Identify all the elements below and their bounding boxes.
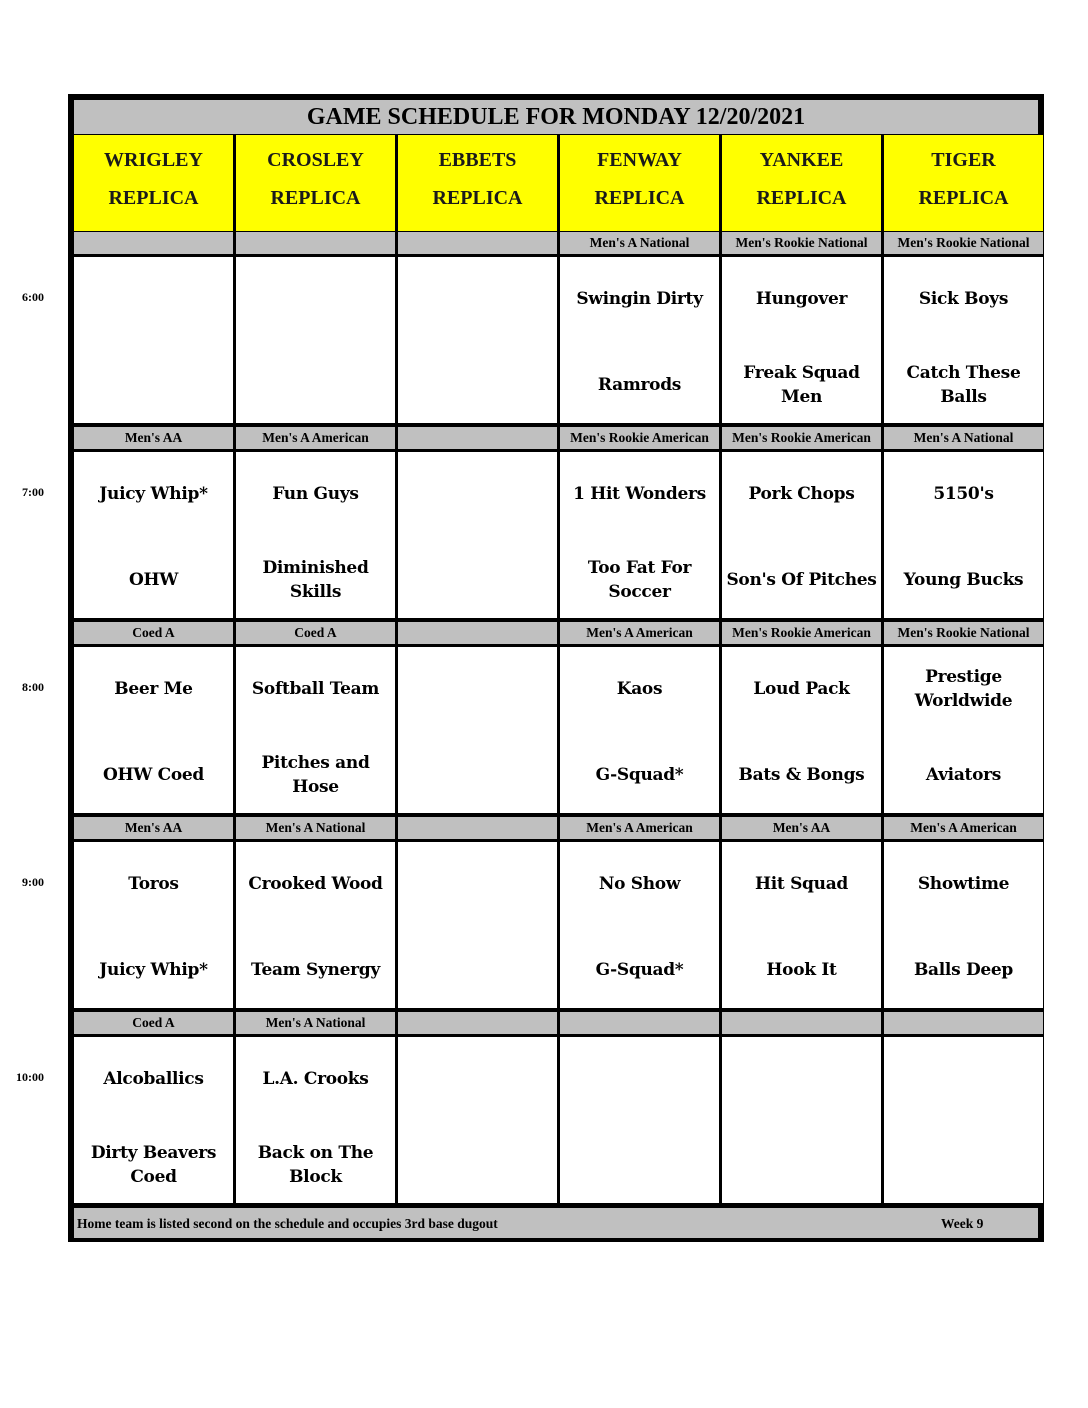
division-band: [74, 817, 233, 839]
away-team: Sick Boys: [918, 289, 1009, 309]
game-cell: [398, 842, 557, 1008]
division-label: Men's A National: [913, 430, 1014, 445]
division-label: Men's Rookie American: [732, 625, 871, 640]
away-team: Fun Guys: [272, 484, 359, 504]
time-label: 10:00: [16, 1070, 44, 1084]
division-band: [236, 817, 395, 839]
division-band: [398, 1012, 557, 1034]
home-team: Freak Squad Men: [743, 363, 860, 407]
time-label: 6:00: [22, 290, 44, 304]
away-team: 5150's: [933, 484, 994, 504]
field-header-row: [71, 135, 1047, 233]
division-band: [236, 1012, 395, 1034]
division-band: [398, 817, 557, 839]
division-label: Men's A National: [589, 235, 690, 250]
game-cell: [884, 1037, 1043, 1203]
division-label: Men's Rookie American: [732, 430, 871, 445]
game-cell: [560, 1037, 719, 1203]
game-cell: [74, 1037, 233, 1203]
away-team: Swingin Dirty: [576, 289, 703, 309]
game-cell: [722, 257, 881, 423]
division-band: [884, 622, 1043, 644]
schedule-table: [68, 94, 1044, 1242]
game-cell: [74, 647, 233, 813]
division-band: [236, 622, 395, 644]
field-subtitle: REPLICA: [108, 187, 199, 209]
home-team: Back on The Block: [257, 1143, 374, 1187]
division-band: [236, 427, 395, 449]
division-label: Men's AA: [124, 820, 183, 835]
division-band: [74, 622, 233, 644]
game-cell: [398, 257, 557, 423]
division-label: Coed A: [132, 1015, 175, 1030]
field-header: [884, 135, 1043, 231]
division-band: [560, 427, 719, 449]
away-team: Prestige Worldwide: [914, 667, 1013, 711]
away-team: Toros: [128, 874, 179, 894]
schedule-title: GAME SCHEDULE FOR MONDAY 12/20/2021: [74, 100, 1038, 134]
away-team: [562, 1051, 717, 1107]
division-band: [74, 427, 233, 449]
home-team-note: Home team is listed second on the schedule and occupies 3rd base dugout: [77, 1216, 498, 1231]
game-cell: [884, 842, 1043, 1008]
game-cell: [884, 257, 1043, 423]
division-band: [236, 232, 395, 254]
home-team: [400, 357, 555, 413]
division-band: [722, 817, 881, 839]
division-band: [722, 1012, 881, 1034]
time-label: 9:00: [22, 875, 44, 889]
game-cell: [236, 1037, 395, 1203]
home-team: Son's Of Pitches: [726, 570, 877, 590]
home-team: [76, 357, 231, 413]
field-name: WRIGLEY: [104, 149, 203, 171]
game-cell: [236, 257, 395, 423]
home-team: Team Synergy: [251, 960, 380, 980]
field-subtitle: REPLICA: [918, 187, 1009, 209]
game-cell: [722, 452, 881, 618]
away-team: 1 Hit Wonders: [573, 484, 706, 504]
field-header: [398, 135, 557, 231]
game-cell: [722, 1037, 881, 1203]
division-label: Men's A American: [586, 625, 693, 640]
game-cell: [398, 1037, 557, 1203]
home-team: Bats & Bongs: [738, 765, 865, 785]
home-team: [238, 357, 393, 413]
division-label: Men's AA: [772, 820, 831, 835]
division-band: [398, 427, 557, 449]
away-team: Pork Chops: [748, 484, 855, 504]
division-label: Men's Rookie American: [570, 430, 709, 445]
field-header: [722, 135, 881, 231]
away-team: [76, 271, 231, 327]
division-label: Men's AA: [124, 430, 183, 445]
away-team: No Show: [598, 874, 681, 894]
home-team: G-Squad*: [595, 960, 684, 980]
home-team: G-Squad*: [595, 765, 684, 785]
division-label: Men's A National: [265, 820, 366, 835]
division-band: [560, 817, 719, 839]
division-label: Men's Rookie National: [897, 625, 1030, 640]
division-band: [74, 1012, 233, 1034]
division-band: [560, 622, 719, 644]
away-team: [400, 466, 555, 522]
division-band: [398, 232, 557, 254]
division-label: Men's Rookie National: [735, 235, 868, 250]
field-header: [236, 135, 395, 231]
home-team: [886, 1137, 1041, 1193]
field-subtitle: REPLICA: [270, 187, 361, 209]
away-team: Showtime: [917, 874, 1010, 894]
division-band: [884, 1012, 1043, 1034]
away-team: [400, 1051, 555, 1107]
home-team: [400, 1137, 555, 1193]
division-band: [560, 1012, 719, 1034]
game-cell: [74, 452, 233, 618]
home-team: [400, 942, 555, 998]
away-team: [400, 271, 555, 327]
game-cell: [884, 647, 1043, 813]
home-team: Young Bucks: [903, 570, 1024, 590]
field-name: EBBETS: [438, 149, 517, 171]
home-team: Pitches and Hose: [261, 753, 370, 797]
game-cell: [74, 257, 233, 423]
division-label: Coed A: [132, 625, 175, 640]
away-team: Kaos: [616, 679, 663, 699]
game-cell: [560, 257, 719, 423]
away-team: L.A. Crooks: [262, 1069, 369, 1089]
home-team: Hook It: [766, 960, 837, 980]
away-team: Softball Team: [251, 679, 380, 699]
field-name: FENWAY: [597, 149, 682, 171]
game-cell: [74, 842, 233, 1008]
division-band: [398, 622, 557, 644]
home-team: [724, 1137, 879, 1193]
field-name: CROSLEY: [267, 149, 364, 171]
away-team: Hit Squad: [754, 874, 849, 894]
game-cell: [884, 452, 1043, 618]
home-team: OHW: [128, 570, 179, 590]
division-label: Men's A American: [586, 820, 693, 835]
home-team: Dirty Beavers Coed: [90, 1143, 217, 1187]
field-subtitle: REPLICA: [432, 187, 523, 209]
game-cell: [560, 452, 719, 618]
away-team: [400, 661, 555, 717]
division-label: Coed A: [294, 625, 337, 640]
field-subtitle: REPLICA: [594, 187, 685, 209]
division-label: Men's Rookie National: [897, 235, 1030, 250]
away-team: Alcoballics: [103, 1069, 204, 1089]
division-band: [884, 232, 1043, 254]
home-team: Diminished Skills: [262, 558, 369, 602]
field-header: [560, 135, 719, 231]
time-label: 8:00: [22, 680, 44, 694]
division-band: [884, 427, 1043, 449]
game-cell: [722, 842, 881, 1008]
division-band: [560, 232, 719, 254]
game-cell: [236, 452, 395, 618]
field-subtitle: REPLICA: [756, 187, 847, 209]
away-team: Juicy Whip*: [99, 484, 208, 504]
home-team: Ramrods: [597, 375, 682, 395]
away-team: Beer Me: [114, 679, 193, 699]
away-team: Hungover: [755, 289, 848, 309]
game-cell: [398, 452, 557, 618]
game-cell: [560, 647, 719, 813]
away-team: [886, 1051, 1041, 1107]
game-cell: [722, 647, 881, 813]
home-team: [400, 747, 555, 803]
division-band: [722, 232, 881, 254]
home-team: OHW Coed: [102, 765, 205, 785]
division-label: Men's A American: [262, 430, 369, 445]
away-team: [238, 271, 393, 327]
away-team: Loud Pack: [753, 679, 850, 699]
division-label: Men's A American: [910, 820, 1017, 835]
field-header: [74, 135, 233, 231]
footer-bar: [74, 1208, 1038, 1238]
division-band: [722, 427, 881, 449]
game-cell: [236, 647, 395, 813]
division-band: [884, 817, 1043, 839]
time-label: 7:00: [22, 485, 44, 499]
home-team: Balls Deep: [913, 960, 1014, 980]
game-cell: [560, 842, 719, 1008]
away-team: [400, 856, 555, 912]
away-team: [724, 1051, 879, 1107]
home-team: Juicy Whip*: [99, 960, 208, 980]
game-cell: [398, 647, 557, 813]
field-name: TIGER: [931, 149, 996, 171]
field-name: YANKEE: [759, 149, 844, 171]
home-team: Catch These Balls: [906, 363, 1021, 407]
division-label: Men's A National: [265, 1015, 366, 1030]
game-cell: [236, 842, 395, 1008]
home-team: [400, 552, 555, 608]
week-label: Week 9: [941, 1216, 984, 1231]
away-team: Crooked Wood: [248, 874, 383, 894]
division-band: [722, 622, 881, 644]
division-band: [74, 232, 233, 254]
home-team: Aviators: [925, 765, 1002, 785]
home-team: Too Fat For Soccer: [587, 558, 692, 602]
home-team: [562, 1137, 717, 1193]
